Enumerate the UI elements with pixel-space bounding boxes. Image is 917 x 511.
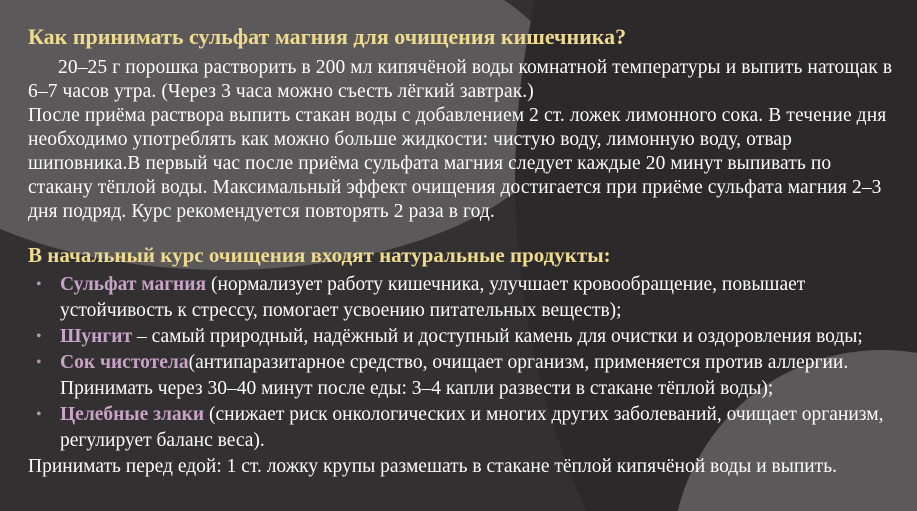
instructions-paragraph: После приёма раствора выпить стакан воды с добавлением 2 ст. ложек лимонного сока. В течение дня необходимо употреблять как можно больше жидкости: чистую воду, лимонную воду, отвар шиповника.В первый час после приёма сульфата магния следует каждые 20 минут выпивать по стакану тёплой воды. Максимальный эффект очищения достигается при приёме сульфата магния 2–3 дня подряд. Курс рекомендуется повторять 2 раза в год. (28, 105, 887, 222)
products-heading: В начальный курс очищения входят натуральные продукты: (28, 243, 611, 267)
list-item (28, 272, 893, 324)
bullet-icon: • (36, 354, 42, 371)
product-term: Целебные злаки (60, 404, 205, 425)
dosage-paragraph: 20–25 г порошка растворить в 200 мл кипячёной воды комнатной температуры и выпить натощак в 6–7 часов утра. (Через 3 часа можно съесть лёгкий завтрак.) (28, 57, 893, 102)
list-item (28, 350, 893, 402)
bullet-icon: • (36, 406, 42, 423)
main-heading: Как принимать сульфат магния для очищения кишечника? (28, 24, 627, 49)
products-list (28, 272, 893, 454)
bullet-icon: • (36, 328, 42, 345)
product-term: Сульфат магния (60, 274, 207, 295)
product-description: (антипаразитарное средство, очищает организм, применяется против аллергии. Принимать через 30–40 минут после еды: 3–4 капли развести в стакане тёплой воды); (60, 352, 849, 399)
product-term: Сок чистотела (60, 352, 189, 373)
product-term: Шунгит (60, 326, 133, 347)
final-instruction: Принимать перед едой: 1 ст. ложку крупы размешать в стакане тёплой кипячёной воды и выпить. (28, 456, 837, 477)
list-item (28, 402, 893, 454)
product-description: (нормализует работу кишечника, улучшает кровообращение, повышает устойчивость к стрессу, помогает усвоению питательных веществ); (60, 274, 806, 321)
list-item (28, 324, 893, 350)
bullet-icon: • (36, 276, 42, 293)
product-description: – самый природный, надёжный и доступный камень для очистки и оздоровления воды; (132, 326, 863, 347)
product-description: (снижает риск онкологических и многих других заболеваний, очищает организм, регулирует баланс веса). (60, 404, 884, 451)
